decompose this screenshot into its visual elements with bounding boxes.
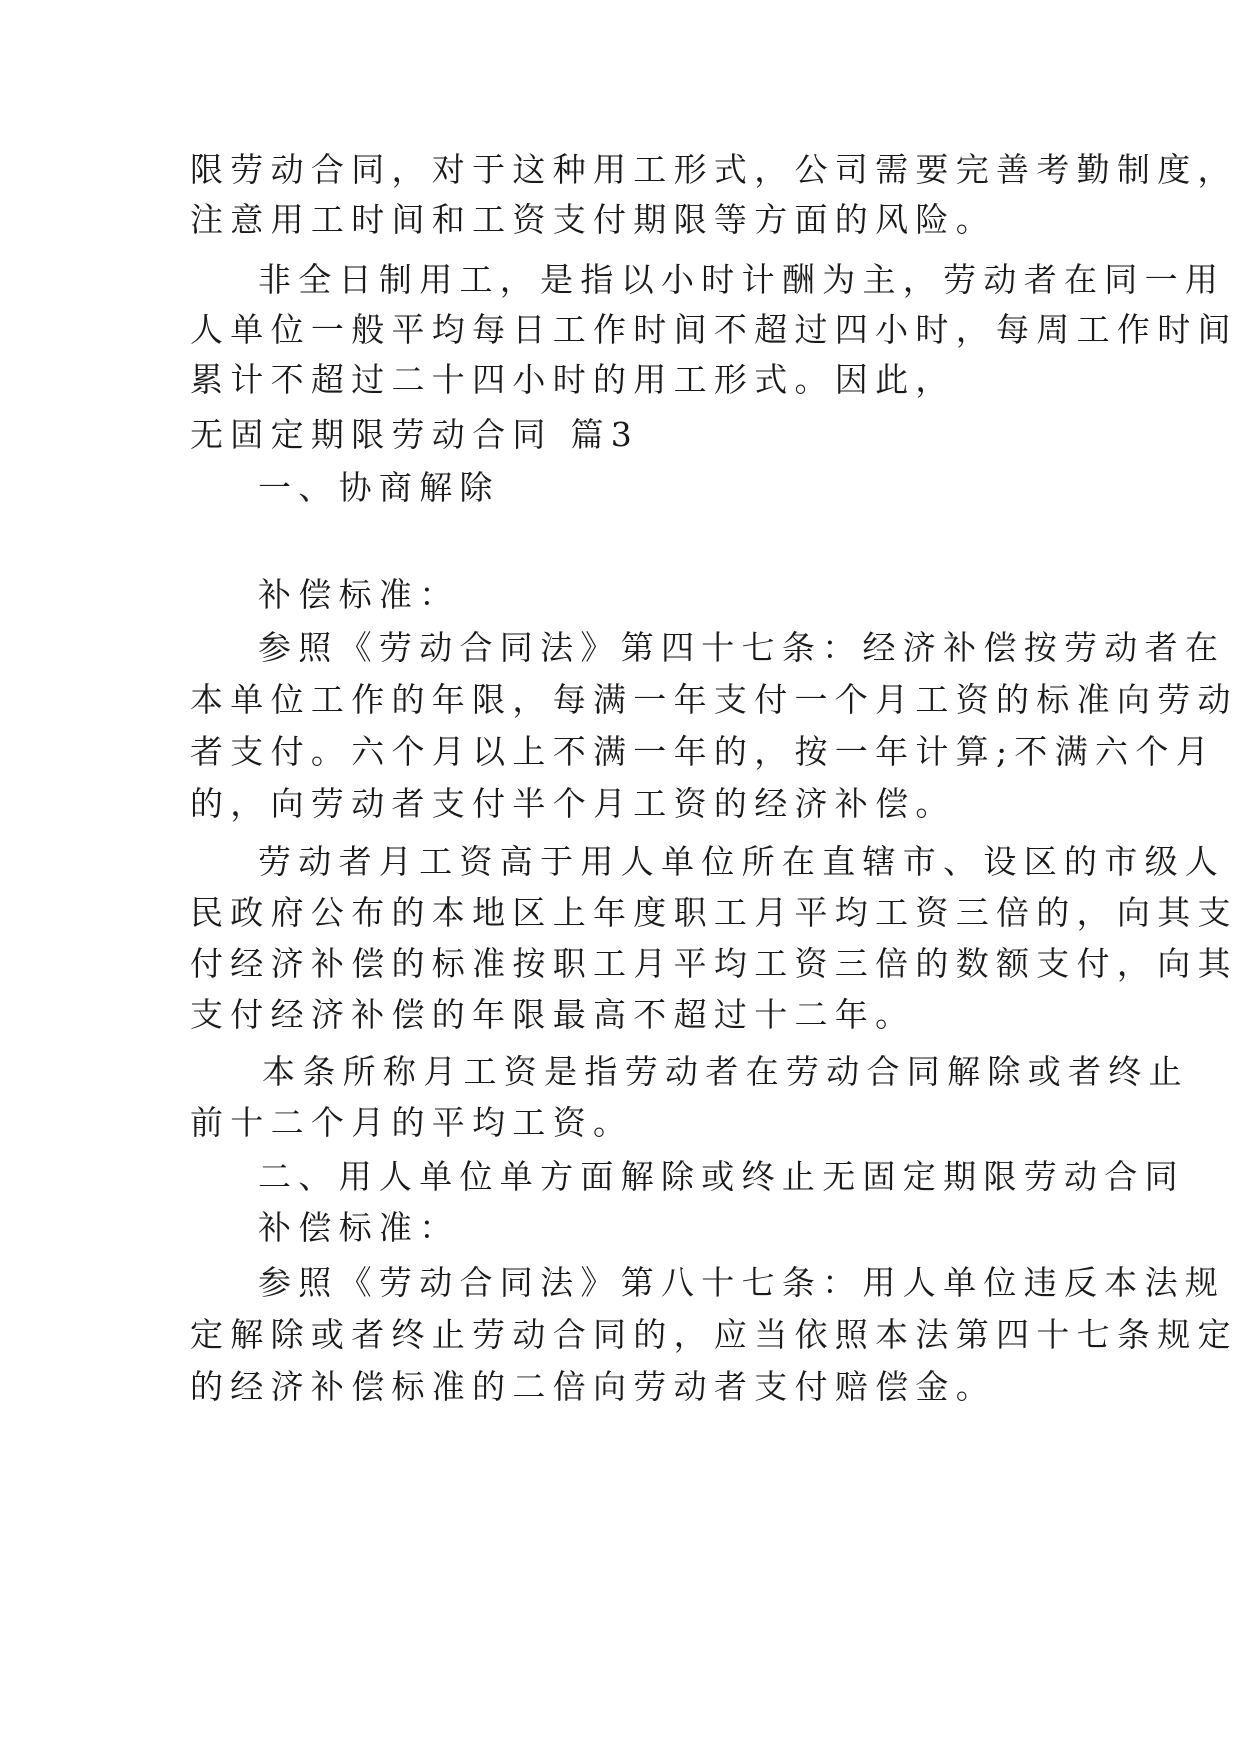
- subheading-negotiated-termination: 一、协商解除: [258, 468, 500, 507]
- subheading-unilateral-termination: 二、用人单位单方面解除或终止无固定期限劳动合同: [258, 1157, 1185, 1196]
- section-heading: 无固定期限劳动合同 篇3: [190, 415, 640, 454]
- paragraph-high-wage: 劳动者月工资高于用人单位所在直辖市、设区的市级人: [258, 842, 1226, 881]
- paragraph-article-87: 参照《劳动合同法》第八十七条：用人单位违反本法规: [258, 1263, 1226, 1302]
- text-line-18: 前十二个月的平均工资。: [190, 1103, 634, 1142]
- paragraph-part-time: 非全日制用工，是指以小时计酬为主，劳动者在同一用: [258, 260, 1226, 299]
- text-line-14: 民政府公布的本地区上年度职工月平均工资三倍的，向其支: [190, 893, 1238, 932]
- compensation-standard-label-2: 补偿标准：: [258, 1208, 460, 1247]
- compensation-standard-label-1: 补偿标准：: [258, 575, 460, 614]
- text-line-23: 的经济补偿标准的二倍向劳动者支付赔偿金。: [190, 1367, 996, 1406]
- text-line-11: 者支付。六个月以上不满一年的，按一年计算;不满六个月: [190, 732, 1216, 771]
- text-line-16: 支付经济补偿的年限最高不超过十二年。: [190, 995, 916, 1034]
- paragraph-article-47: 参照《劳动合同法》第四十七条：经济补偿按劳动者在: [258, 628, 1226, 667]
- text-line-15: 付经济补偿的标准按职工月平均工资三倍的数额支付，向其: [190, 944, 1238, 983]
- text-line-2: 注意用工时间和工资支付期限等方面的风险。: [190, 200, 996, 239]
- paragraph-monthly-wage: 本条所称月工资是指劳动者在劳动合同解除或者终止: [262, 1052, 1189, 1091]
- text-line-10: 本单位工作的年限，每满一年支付一个月工资的标准向劳动: [190, 680, 1238, 719]
- text-line-5: 累计不超过二十四小时的用工形式。因此，: [190, 360, 956, 399]
- text-line-4: 人单位一般平均每日工作时间不超过四小时，每周工作时间: [190, 310, 1238, 349]
- text-line-1: 限劳动合同，对于这种用工形式，公司需要完善考勤制度，: [190, 150, 1238, 189]
- text-line-22: 定解除或者终止劳动合同的，应当依照本法第四十七条规定: [190, 1315, 1238, 1354]
- text-line-12: 的，向劳动者支付半个月工资的经济补偿。: [190, 784, 956, 823]
